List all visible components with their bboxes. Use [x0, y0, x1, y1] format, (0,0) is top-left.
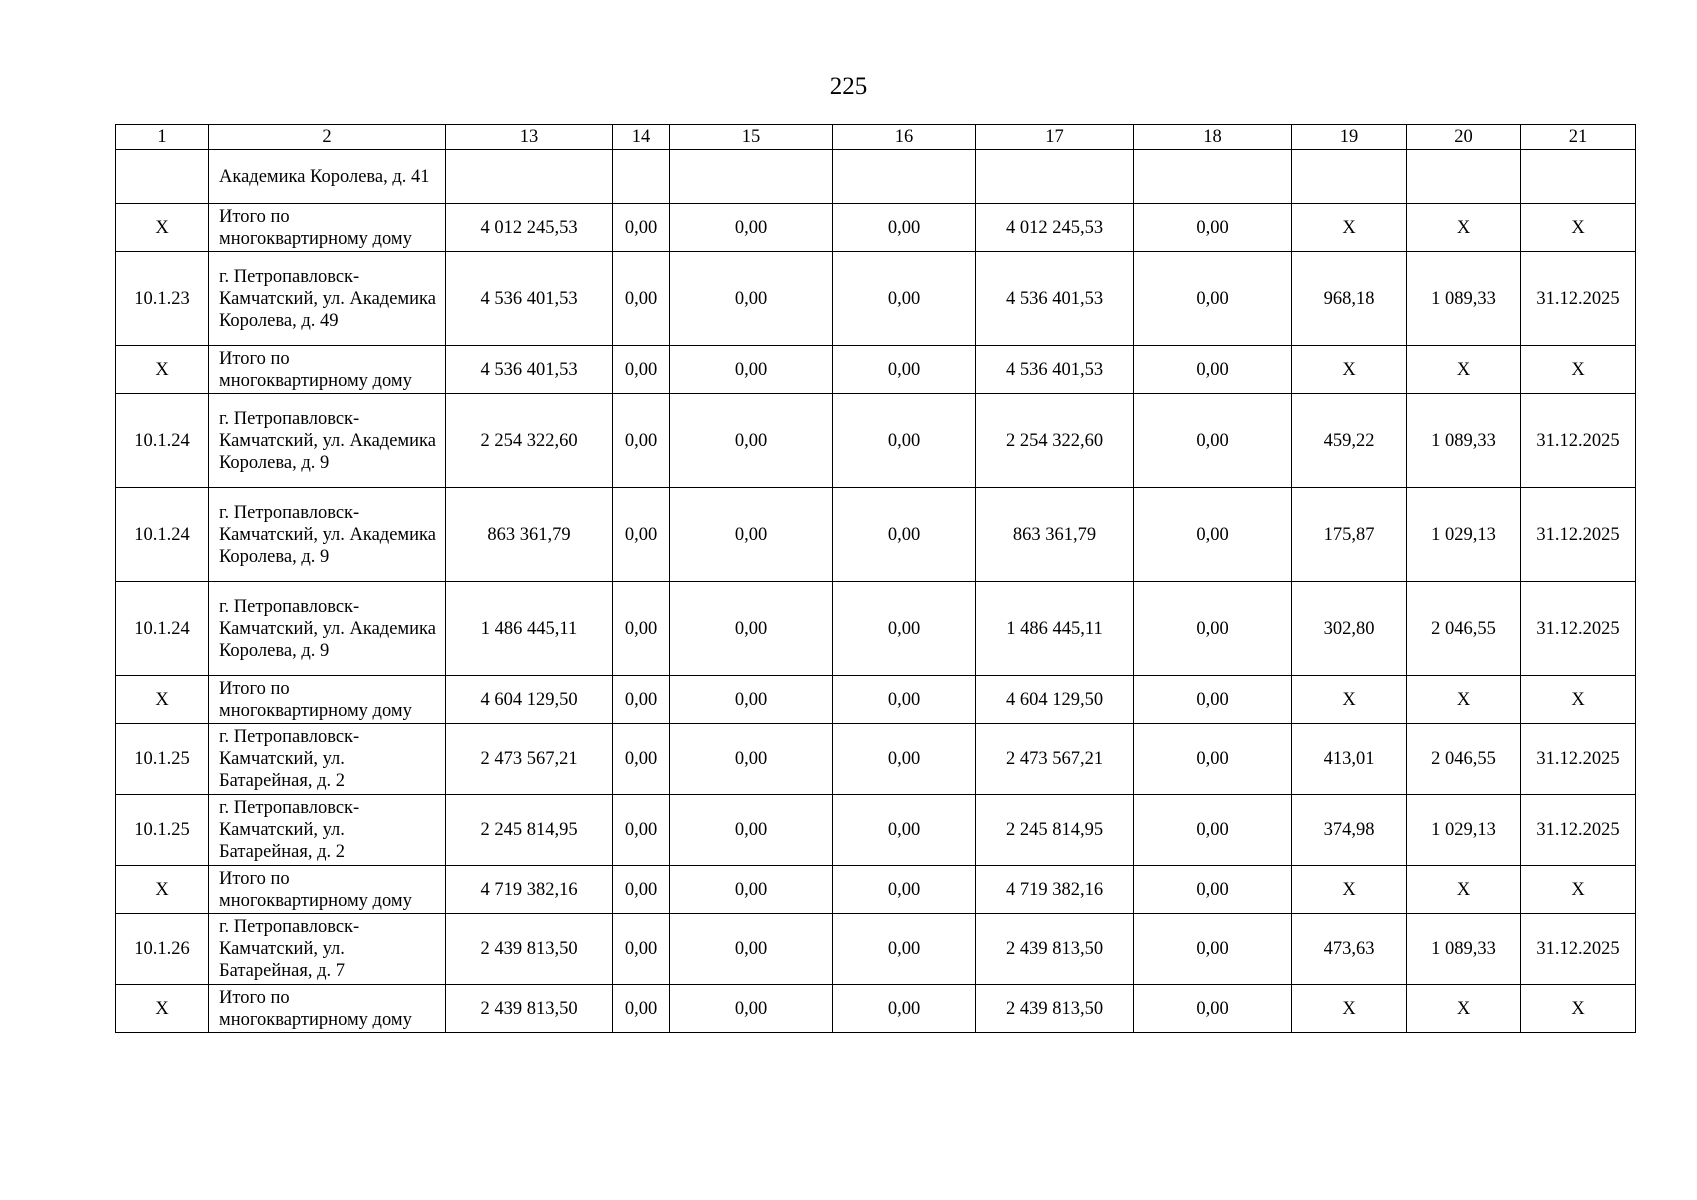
- cell-col14: 0,00: [613, 866, 670, 914]
- cell-col15: 0,00: [670, 985, 833, 1033]
- table-header: [116, 125, 1636, 150]
- cell-col17: 4 719 382,16: [976, 866, 1134, 914]
- cell-col18: [1134, 150, 1292, 204]
- cell-address: г. Петропавловск-Камчатский, ул. Академика Королева, д. 9: [209, 582, 446, 676]
- table-row: [116, 914, 1636, 985]
- cell-col17: 2 245 814,95: [976, 795, 1134, 866]
- cell-col15: 0,00: [670, 866, 833, 914]
- cell-col21: X: [1521, 204, 1636, 252]
- cell-col14: 0,00: [613, 914, 670, 985]
- cell-number: [116, 150, 209, 204]
- cell-col20: 1 089,33: [1407, 252, 1521, 346]
- cell-col19: 968,18: [1292, 252, 1407, 346]
- cell-col16: 0,00: [833, 795, 976, 866]
- cell-address: г. Петропавловск-Камчатский, ул. Академика Королева, д. 49: [209, 252, 446, 346]
- col-header-19: 19: [1292, 125, 1407, 150]
- col-header-15: 15: [670, 125, 833, 150]
- cell-number: 10.1.25: [116, 724, 209, 795]
- col-header-20: 20: [1407, 125, 1521, 150]
- cell-col19: 459,22: [1292, 394, 1407, 488]
- cell-col13: 863 361,79: [446, 488, 613, 582]
- cell-col17: 1 486 445,11: [976, 582, 1134, 676]
- table-row: [116, 795, 1636, 866]
- cell-col16: [833, 150, 976, 204]
- cell-col21: 31.12.2025: [1521, 394, 1636, 488]
- cell-col21: 31.12.2025: [1521, 914, 1636, 985]
- cell-col19: 374,98: [1292, 795, 1407, 866]
- cell-col17: 2 439 813,50: [976, 985, 1134, 1033]
- cell-col17: 2 473 567,21: [976, 724, 1134, 795]
- cell-number: 10.1.24: [116, 582, 209, 676]
- cell-col14: 0,00: [613, 204, 670, 252]
- cell-address: Итого по многоквартирному дому: [209, 866, 446, 914]
- cell-col13: 2 245 814,95: [446, 795, 613, 866]
- cell-col14: [613, 150, 670, 204]
- cell-col20: 1 089,33: [1407, 394, 1521, 488]
- table-row: [116, 394, 1636, 488]
- cell-col20: 2 046,55: [1407, 582, 1521, 676]
- cell-col18: 0,00: [1134, 914, 1292, 985]
- col-header-17: 17: [976, 125, 1134, 150]
- cell-col15: 0,00: [670, 204, 833, 252]
- cell-col16: 0,00: [833, 582, 976, 676]
- cell-col15: 0,00: [670, 795, 833, 866]
- cell-col15: 0,00: [670, 252, 833, 346]
- cell-col13: 4 536 401,53: [446, 252, 613, 346]
- cell-col19: X: [1292, 346, 1407, 394]
- cell-col14: 0,00: [613, 346, 670, 394]
- cell-col16: 0,00: [833, 724, 976, 795]
- cell-col14: 0,00: [613, 676, 670, 724]
- cell-col18: 0,00: [1134, 394, 1292, 488]
- cell-col16: 0,00: [833, 866, 976, 914]
- cell-col17: 4 536 401,53: [976, 346, 1134, 394]
- cell-col17: 2 439 813,50: [976, 914, 1134, 985]
- cell-col15: [670, 150, 833, 204]
- table-row-total: [116, 346, 1636, 394]
- cell-col19: 413,01: [1292, 724, 1407, 795]
- cell-col17: 4 536 401,53: [976, 252, 1134, 346]
- cell-col19: 175,87: [1292, 488, 1407, 582]
- cell-number: 10.1.24: [116, 394, 209, 488]
- cell-col13: 2 254 322,60: [446, 394, 613, 488]
- col-header-2: 2: [209, 125, 446, 150]
- cell-col18: 0,00: [1134, 582, 1292, 676]
- cell-address: г. Петропавловск-Камчатский, ул. Академика Королева, д. 9: [209, 394, 446, 488]
- cell-col14: 0,00: [613, 394, 670, 488]
- cell-col17: 2 254 322,60: [976, 394, 1134, 488]
- header-row: [116, 125, 1636, 150]
- cell-col15: 0,00: [670, 676, 833, 724]
- cell-col15: 0,00: [670, 488, 833, 582]
- cell-col20: X: [1407, 866, 1521, 914]
- table-row: [116, 488, 1636, 582]
- cell-col18: 0,00: [1134, 204, 1292, 252]
- cell-col21: X: [1521, 866, 1636, 914]
- cell-col21: X: [1521, 346, 1636, 394]
- cell-address: Академика Королева, д. 41: [209, 150, 446, 204]
- cell-col16: 0,00: [833, 346, 976, 394]
- cell-col19: X: [1292, 985, 1407, 1033]
- table-row-total: [116, 985, 1636, 1033]
- cell-col20: X: [1407, 204, 1521, 252]
- cell-col16: 0,00: [833, 676, 976, 724]
- cell-col15: 0,00: [670, 346, 833, 394]
- data-table: [115, 124, 1636, 1033]
- cell-col17: 4 604 129,50: [976, 676, 1134, 724]
- cell-col14: 0,00: [613, 724, 670, 795]
- cell-col13: [446, 150, 613, 204]
- cell-col20: X: [1407, 985, 1521, 1033]
- cell-col21: X: [1521, 676, 1636, 724]
- cell-col16: 0,00: [833, 204, 976, 252]
- cell-address: г. Петропавловск-Камчатский, ул. Батарейная, д. 7: [209, 914, 446, 985]
- col-header-1: 1: [116, 125, 209, 150]
- cell-col19: X: [1292, 866, 1407, 914]
- cell-col19: X: [1292, 676, 1407, 724]
- table-row-total: [116, 676, 1636, 724]
- col-header-14: 14: [613, 125, 670, 150]
- cell-col14: 0,00: [613, 252, 670, 346]
- cell-col21: 31.12.2025: [1521, 795, 1636, 866]
- cell-col20: 1 089,33: [1407, 914, 1521, 985]
- cell-number: 10.1.26: [116, 914, 209, 985]
- cell-address: г. Петропавловск-Камчатский, ул. Батарейная, д. 2: [209, 795, 446, 866]
- cell-col13: 2 473 567,21: [446, 724, 613, 795]
- cell-col21: 31.12.2025: [1521, 488, 1636, 582]
- page-number: 225: [829, 73, 868, 100]
- cell-number: 10.1.23: [116, 252, 209, 346]
- cell-col14: 0,00: [613, 582, 670, 676]
- cell-col20: X: [1407, 676, 1521, 724]
- cell-col18: 0,00: [1134, 346, 1292, 394]
- cell-address: Итого по многоквартирному дому: [209, 985, 446, 1033]
- table-row: [116, 582, 1636, 676]
- cell-number: 10.1.25: [116, 795, 209, 866]
- cell-col13: 2 439 813,50: [446, 985, 613, 1033]
- cell-col18: 0,00: [1134, 252, 1292, 346]
- cell-col18: 0,00: [1134, 795, 1292, 866]
- table-row-total: [116, 866, 1636, 914]
- cell-col21: 31.12.2025: [1521, 582, 1636, 676]
- cell-col19: 302,80: [1292, 582, 1407, 676]
- cell-number: X: [116, 346, 209, 394]
- cell-col20: [1407, 150, 1521, 204]
- cell-col15: 0,00: [670, 724, 833, 795]
- cell-col19: [1292, 150, 1407, 204]
- cell-address: Итого по многоквартирному дому: [209, 676, 446, 724]
- cell-col18: 0,00: [1134, 985, 1292, 1033]
- cell-col14: 0,00: [613, 795, 670, 866]
- cell-col15: 0,00: [670, 914, 833, 985]
- table-row: [116, 724, 1636, 795]
- cell-address: Итого по многоквартирному дому: [209, 204, 446, 252]
- cell-col21: [1521, 150, 1636, 204]
- cell-number: X: [116, 204, 209, 252]
- cell-address: г. Петропавловск-Камчатский, ул. Академика Королева, д. 9: [209, 488, 446, 582]
- cell-col13: 1 486 445,11: [446, 582, 613, 676]
- cell-col16: 0,00: [833, 394, 976, 488]
- cell-col14: 0,00: [613, 985, 670, 1033]
- col-header-16: 16: [833, 125, 976, 150]
- cell-col19: 473,63: [1292, 914, 1407, 985]
- cell-col21: 31.12.2025: [1521, 252, 1636, 346]
- cell-number: X: [116, 985, 209, 1033]
- cell-col16: 0,00: [833, 252, 976, 346]
- table-body: [116, 150, 1636, 1033]
- cell-col13: 4 536 401,53: [446, 346, 613, 394]
- table-row: [116, 252, 1636, 346]
- cell-col21: X: [1521, 985, 1636, 1033]
- cell-col18: 0,00: [1134, 724, 1292, 795]
- cell-col17: [976, 150, 1134, 204]
- cell-col18: 0,00: [1134, 676, 1292, 724]
- cell-col20: 2 046,55: [1407, 724, 1521, 795]
- cell-col19: X: [1292, 204, 1407, 252]
- cell-address: Итого по многоквартирному дому: [209, 346, 446, 394]
- cell-col14: 0,00: [613, 488, 670, 582]
- cell-col18: 0,00: [1134, 866, 1292, 914]
- cell-col21: 31.12.2025: [1521, 724, 1636, 795]
- cell-col15: 0,00: [670, 582, 833, 676]
- table-row-total: [116, 204, 1636, 252]
- cell-col18: 0,00: [1134, 488, 1292, 582]
- cell-col20: 1 029,13: [1407, 488, 1521, 582]
- col-header-13: 13: [446, 125, 613, 150]
- table-row: [116, 150, 1636, 204]
- cell-col17: 4 012 245,53: [976, 204, 1134, 252]
- cell-col20: X: [1407, 346, 1521, 394]
- cell-col16: 0,00: [833, 914, 976, 985]
- cell-col13: 4 012 245,53: [446, 204, 613, 252]
- cell-col13: 4 719 382,16: [446, 866, 613, 914]
- cell-col15: 0,00: [670, 394, 833, 488]
- col-header-18: 18: [1134, 125, 1292, 150]
- cell-address: г. Петропавловск-Камчатский, ул. Батарейная, д. 2: [209, 724, 446, 795]
- cell-col16: 0,00: [833, 488, 976, 582]
- cell-number: 10.1.24: [116, 488, 209, 582]
- cell-col13: 4 604 129,50: [446, 676, 613, 724]
- cell-col13: 2 439 813,50: [446, 914, 613, 985]
- cell-col20: 1 029,13: [1407, 795, 1521, 866]
- cell-col17: 863 361,79: [976, 488, 1134, 582]
- cell-number: X: [116, 866, 209, 914]
- cell-col16: 0,00: [833, 985, 976, 1033]
- col-header-21: 21: [1521, 125, 1636, 150]
- cell-number: X: [116, 676, 209, 724]
